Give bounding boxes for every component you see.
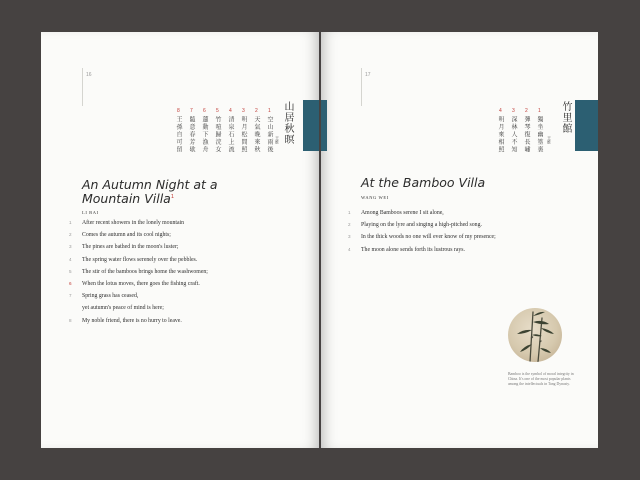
poem-line [348,244,496,256]
page-number: 17 [365,72,371,78]
poem-line [69,278,208,290]
line-marker: 6 [203,108,206,114]
line-text: Comes the autumn and its cool nights; [82,232,171,239]
line-text: In the thick woods no one will ever know of my presence; [361,234,496,241]
line-number: 3 [348,234,351,240]
line-number: 7 [69,293,72,299]
poem-line [69,254,208,266]
poem-line [69,315,208,327]
line-number: 4 [348,246,351,252]
line-text: The moon alone sends forth its lustrous rays. [361,246,466,253]
left-page [41,32,319,448]
chinese-poem-column: 深林人不知 [510,116,517,154]
line-marker: 3 [512,108,515,114]
line-marker: 3 [242,108,245,114]
poem-title [361,176,561,189]
page-number-rule [361,68,362,106]
poem-lines [348,207,496,256]
poem-line [82,302,208,314]
chinese-poem-column: 獨坐幽篁裏 [536,116,543,154]
footnote-mark: 1 [170,194,175,200]
chapter-tab [575,100,598,151]
image-caption: Bamboo is the symbol of moral integrity in China. It's one of the most popular plants among the intellectuals in Tang Dynasty. [508,372,574,386]
chinese-poem-column: 彈琴復長嘯 [523,116,530,154]
line-text: yet autumn's peace of mind is here; [82,305,164,312]
line-number: 1 [348,210,351,215]
bamboo-illustration [508,308,562,362]
line-marker: 1 [268,108,271,114]
chinese-poem-column: 明月來相照 [497,116,504,154]
line-number: 2 [69,232,72,238]
page-number-rule [82,68,83,106]
chinese-author: 王维 [275,136,280,144]
poem-line [348,219,496,231]
chinese-poem-column: 王孫自可留 [175,116,182,154]
line-number: 1 [69,220,72,225]
poem-lines [69,217,208,327]
chinese-poem-column: 清泉石上流 [227,116,234,154]
line-number: 8 [69,317,72,323]
poem-line [348,231,496,243]
line-text: The stir of the bamboos brings home the washwomen; [82,268,208,275]
line-text: After recent showers in the lonely mountain [82,220,185,226]
poem-line [69,266,208,278]
line-marker: 7 [190,108,193,114]
line-text: Playing on the lyre and singing a high-pitched song. [361,222,482,229]
chinese-title: 山居秋暝 [282,101,293,145]
line-text: The spring water flows serenely over the pebbles. [82,256,198,263]
poem-line [69,290,208,302]
bamboo-painting-image [508,308,562,362]
poem-title-text: An Autumn Night at a Mountain Villa [82,177,218,207]
poem-author: LI BAI [82,210,99,215]
poem-line [69,229,208,241]
line-text: Spring grass has ceased, [82,293,139,300]
line-marker: 2 [255,108,258,114]
line-number: 2 [348,222,351,228]
line-marker: 5 [216,108,219,114]
poem-title [82,178,232,205]
line-marker: 8 [177,108,180,114]
chapter-tab [321,100,327,151]
line-text: My noble friend, there is no hurry to leave. [82,317,182,324]
line-number: 3 [69,244,72,250]
line-marker: 4 [499,108,502,114]
poem-title-text: At the Bamboo Villa [361,175,486,190]
chinese-poem-column: 空山新雨後 [266,116,273,154]
poem-line [348,207,496,219]
chinese-poem-column: 竹喧歸浣女 [214,116,221,154]
chinese-poem-column: 隨意春芳歇 [188,116,195,154]
chinese-poem-column: 明月松間照 [240,116,247,154]
poem-author: WANG WEI [361,195,389,200]
line-marker: 1 [538,108,541,114]
chapter-tab [303,100,319,151]
line-marker: 2 [525,108,528,114]
poem-line [69,217,208,229]
chinese-poem-column: 蓮動下漁舟 [201,116,208,154]
line-text: The pines are bathed in the moon's luster; [82,244,179,251]
line-marker: 4 [229,108,232,114]
chinese-title: 竹里館 [560,101,571,134]
chinese-author: 王维 [547,136,552,144]
line-text: When the lotus moves, there goes the fishing craft. [82,280,200,287]
page-number: 16 [86,72,92,78]
line-number: 6 [69,280,72,286]
poem-line [69,241,208,253]
chinese-poem-column: 天氣晚來秋 [253,116,260,154]
line-number: 4 [69,256,72,262]
line-text: Among Bamboos serene I sit alone, [361,210,444,216]
right-page [321,32,598,448]
line-number: 5 [69,268,72,274]
